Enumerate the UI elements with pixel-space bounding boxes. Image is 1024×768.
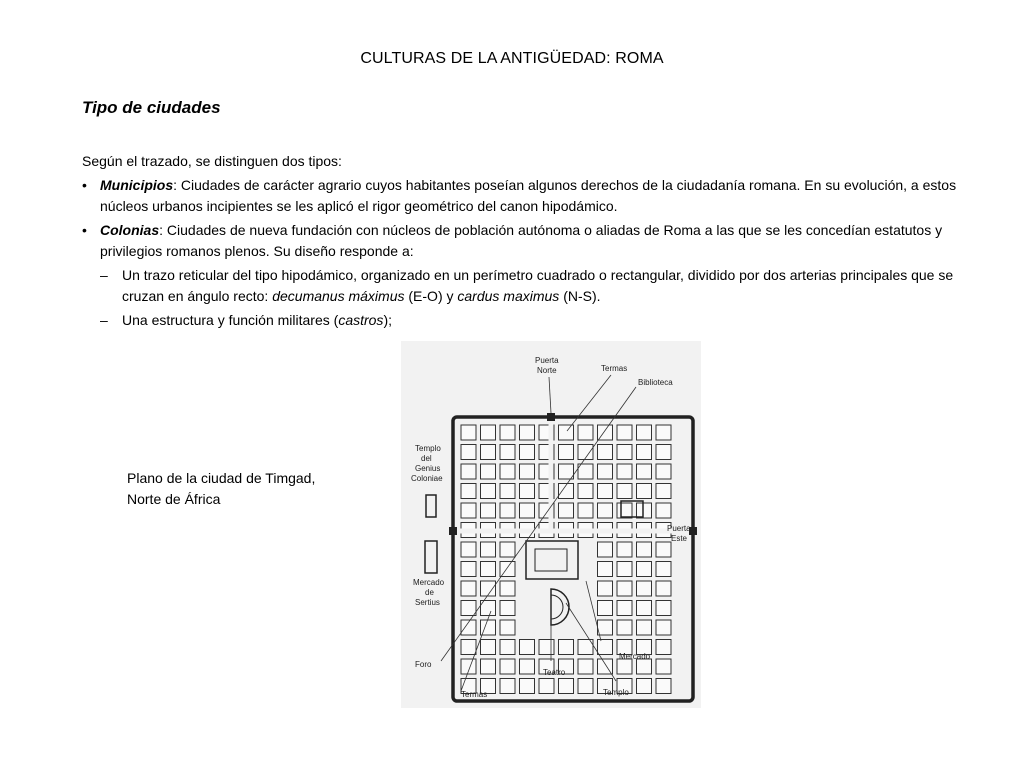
city-block <box>617 542 632 557</box>
city-block <box>500 601 515 616</box>
temple-genius-building <box>426 495 436 517</box>
city-block <box>656 659 671 674</box>
city-block <box>637 425 652 440</box>
city-block <box>520 445 535 460</box>
city-block <box>520 679 535 694</box>
city-block <box>637 464 652 479</box>
city-block <box>578 445 593 460</box>
label-termas-top: Termas <box>601 364 628 373</box>
city-block <box>617 503 632 518</box>
sub-bullet-text: ); <box>383 312 392 328</box>
city-block <box>481 503 496 518</box>
city-block <box>598 601 613 616</box>
city-block <box>598 503 613 518</box>
city-block <box>461 601 476 616</box>
city-block <box>617 484 632 499</box>
label-templo-genius: Genius <box>415 464 441 473</box>
body-text <box>82 151 962 334</box>
city-block <box>598 542 613 557</box>
city-block <box>656 542 671 557</box>
label-templo-genius: del <box>421 454 432 463</box>
city-block <box>500 425 515 440</box>
city-block <box>539 679 554 694</box>
city-block <box>617 659 632 674</box>
sub-bullet-marker: – <box>100 312 108 328</box>
sub-bullet-text: (N-S). <box>559 288 601 304</box>
label-templo: Templo <box>603 688 629 697</box>
city-block <box>578 503 593 518</box>
city-block <box>637 581 652 596</box>
city-block <box>520 425 535 440</box>
city-block <box>461 503 476 518</box>
bullet-term: Municipios <box>100 177 174 193</box>
city-block <box>559 640 574 655</box>
intro-paragraph: Según el trazado, se distinguen dos tipos: <box>82 153 342 169</box>
city-block <box>481 659 496 674</box>
city-block <box>637 445 652 460</box>
figure-caption <box>127 468 315 510</box>
caption-line: Norte de África <box>127 491 221 507</box>
city-block <box>461 445 476 460</box>
city-block <box>598 640 613 655</box>
bullet-colonias <box>82 220 962 262</box>
city-block <box>656 562 671 577</box>
slide-title: CULTURAS DE LA ANTIGÜEDAD: ROMA <box>360 50 664 67</box>
city-block <box>500 679 515 694</box>
label-puerta-este: Este <box>671 534 688 543</box>
city-block <box>461 484 476 499</box>
label-mercado-sertius: de <box>425 588 434 597</box>
sub-bullet-marker: – <box>100 267 108 283</box>
bullet-municipios <box>82 175 962 217</box>
city-block <box>500 464 515 479</box>
city-block <box>500 640 515 655</box>
city-block <box>598 581 613 596</box>
leader-line <box>567 375 611 431</box>
city-block <box>481 640 496 655</box>
bullet-text: : Ciudades de carácter agrario cuyos habitantes poseían algunos derechos de la ciudadanía romana. En su evolución, a estos núcleos urbanos incipientes se les aplicó el rigor geométrico del canon hipodámico. <box>100 177 957 214</box>
forum-building <box>526 541 578 579</box>
label-biblioteca: Biblioteca <box>638 378 673 387</box>
city-block <box>559 679 574 694</box>
city-block <box>481 445 496 460</box>
label-mercado-sertius: Mercado <box>413 578 445 587</box>
city-block <box>520 640 535 655</box>
city-block <box>461 640 476 655</box>
label-templo-genius: Templo <box>415 444 441 453</box>
city-block <box>481 562 496 577</box>
label-mercado: Mercado <box>619 652 651 661</box>
city-block <box>656 620 671 635</box>
label-foro: Foro <box>415 660 432 669</box>
city-block <box>656 445 671 460</box>
leader-line <box>549 377 551 413</box>
city-block <box>481 484 496 499</box>
city-block <box>500 659 515 674</box>
city-block <box>656 581 671 596</box>
city-block <box>481 425 496 440</box>
city-block <box>637 620 652 635</box>
city-block <box>598 484 613 499</box>
city-block <box>578 425 593 440</box>
label-teatro: Teatro <box>543 668 566 677</box>
city-block <box>637 679 652 694</box>
city-block <box>637 601 652 616</box>
city-block <box>598 464 613 479</box>
city-block <box>500 484 515 499</box>
city-block <box>520 464 535 479</box>
city-block <box>656 640 671 655</box>
city-block <box>656 425 671 440</box>
city-block <box>578 484 593 499</box>
city-block <box>520 503 535 518</box>
city-block <box>578 464 593 479</box>
city-block <box>461 581 476 596</box>
sub-bullet-text: (E-O) y <box>404 288 458 304</box>
city-block <box>617 601 632 616</box>
city-block <box>461 562 476 577</box>
city-block <box>500 503 515 518</box>
label-puerta-norte: Puerta <box>535 356 559 365</box>
west-gate <box>449 527 457 535</box>
city-block <box>539 640 554 655</box>
label-mercado-sertius: Sertius <box>415 598 440 607</box>
city-block <box>578 659 593 674</box>
city-block <box>481 581 496 596</box>
city-block <box>637 562 652 577</box>
city-block <box>598 620 613 635</box>
city-block <box>637 659 652 674</box>
bullet-marker: • <box>82 222 87 238</box>
city-block <box>637 484 652 499</box>
city-block <box>598 562 613 577</box>
cardus-term: cardus maximus <box>457 288 560 304</box>
city-block <box>500 445 515 460</box>
city-block <box>461 542 476 557</box>
castros-term: castros <box>338 312 384 328</box>
city-block <box>481 464 496 479</box>
city-block <box>598 445 613 460</box>
city-block <box>617 620 632 635</box>
sub-bullet-text: Un trazo reticular del tipo hipodámico, organizado en un perímetro cuadrado o rectangular, dividido por dos arterias principales que se cruzan en ángulo recto: <box>122 267 954 304</box>
section-subtitle: Tipo de ciudades <box>82 98 221 117</box>
city-block <box>559 503 574 518</box>
city-block <box>461 464 476 479</box>
sub-bullet-text: Una estructura y función militares ( <box>122 312 339 328</box>
sub-bullet-militar <box>82 310 962 331</box>
city-block <box>617 562 632 577</box>
theater-seats <box>551 595 563 619</box>
sub-bullet-reticular <box>82 265 962 307</box>
timgad-plan-drawing <box>401 341 701 708</box>
city-block <box>559 445 574 460</box>
city-block <box>656 484 671 499</box>
decumanus-term: decumanus máximus <box>272 288 405 304</box>
city-block <box>656 464 671 479</box>
theater-building <box>551 589 569 625</box>
label-templo-genius: Coloniae <box>411 474 443 483</box>
city-block <box>559 464 574 479</box>
label-puerta-norte: Norte <box>537 366 557 375</box>
city-block <box>656 601 671 616</box>
city-block <box>617 425 632 440</box>
city-block <box>520 659 535 674</box>
city-block <box>578 679 593 694</box>
city-block <box>617 581 632 596</box>
city-block <box>500 581 515 596</box>
city-block <box>656 679 671 694</box>
city-block <box>559 425 574 440</box>
city-block <box>461 425 476 440</box>
city-block <box>481 542 496 557</box>
forum-court <box>535 549 567 571</box>
caption-line: Plano de la ciudad de Timgad, <box>127 470 316 486</box>
bullet-marker: • <box>82 177 87 193</box>
label-puerta-este: Puerta <box>667 524 691 533</box>
city-block <box>637 503 652 518</box>
sertius-market-building <box>425 541 437 573</box>
label-termas-bottom: Termas <box>461 690 488 699</box>
north-gate <box>547 413 555 421</box>
city-block <box>656 503 671 518</box>
city-block <box>500 620 515 635</box>
bullet-text: : Ciudades de nueva fundación con núcleos de población autónoma o aliadas de Roma a las que se les concedían estatutos y privilegios romanos plenos. Su diseño responde a: <box>100 222 943 259</box>
city-block <box>617 464 632 479</box>
city-block <box>500 542 515 557</box>
timgad-plan-image <box>401 341 701 708</box>
city-block <box>637 542 652 557</box>
city-block <box>617 445 632 460</box>
bullet-term: Colonias <box>100 222 160 238</box>
city-block <box>520 484 535 499</box>
